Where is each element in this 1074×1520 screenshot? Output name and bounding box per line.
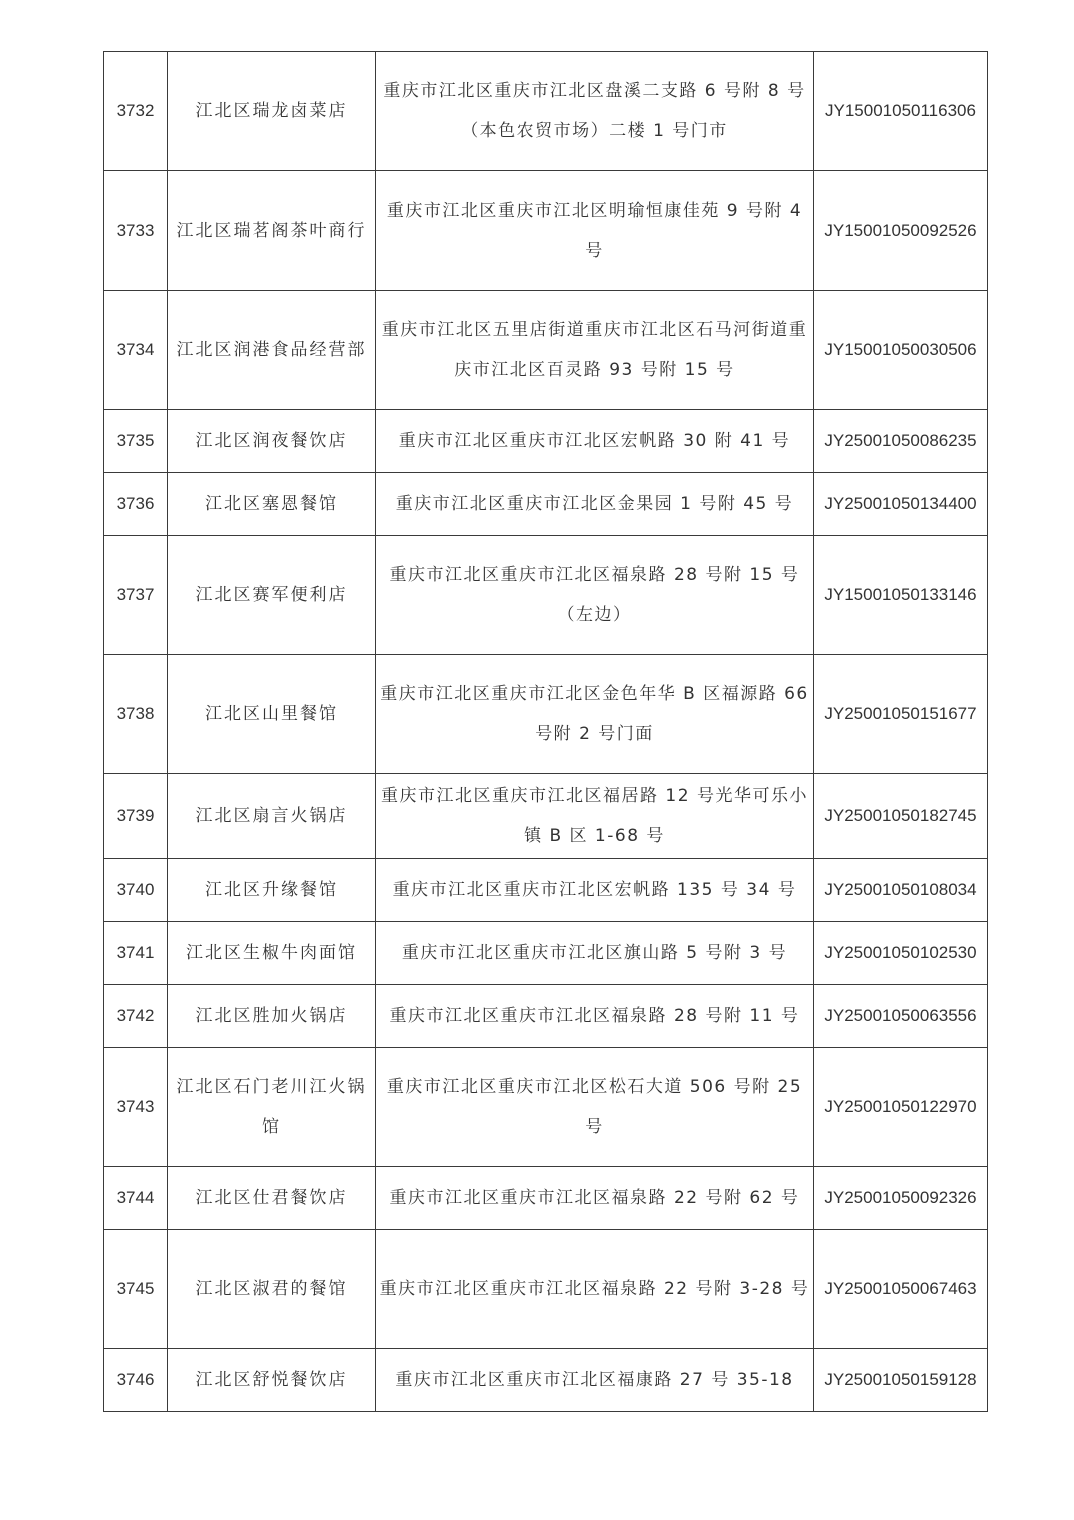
- table-row: [104, 171, 988, 291]
- license-number: JY15001050116306: [814, 52, 988, 171]
- row-number: 3733: [104, 171, 168, 291]
- license-number: JY25001050134400: [814, 473, 988, 536]
- license-number: JY25001050122970: [814, 1048, 988, 1167]
- row-number: 3746: [104, 1349, 168, 1412]
- row-number: 3743: [104, 1048, 168, 1167]
- business-name: 江北区润港食品经营部: [168, 291, 376, 410]
- table-row: [104, 774, 988, 859]
- business-name: 江北区升缘餐馆: [168, 859, 376, 922]
- license-number: JY25001050102530: [814, 922, 988, 985]
- business-name: 江北区赛军便利店: [168, 536, 376, 655]
- row-number: 3742: [104, 985, 168, 1048]
- business-name: 江北区山里餐馆: [168, 655, 376, 774]
- license-number: JY25001050159128: [814, 1349, 988, 1412]
- row-number: 3735: [104, 410, 168, 473]
- business-address: 重庆市江北区重庆市江北区福泉路 28 号附 11 号: [376, 985, 814, 1048]
- business-address: 重庆市江北区重庆市江北区宏帆路 30 附 41 号: [376, 410, 814, 473]
- business-address: 重庆市江北区重庆市江北区福康路 27 号 35-18: [376, 1349, 814, 1412]
- table-row: [104, 1349, 988, 1412]
- business-name: 江北区石门老川江火锅馆: [168, 1048, 376, 1167]
- license-table: [103, 51, 988, 1412]
- license-number: JY15001050133146: [814, 536, 988, 655]
- row-number: 3741: [104, 922, 168, 985]
- row-number: 3737: [104, 536, 168, 655]
- business-name: 江北区塞恩餐馆: [168, 473, 376, 536]
- business-address: 重庆市江北区重庆市江北区金果园 1 号附 45 号: [376, 473, 814, 536]
- business-address: 重庆市江北区重庆市江北区福居路 12 号光华可乐小镇 B 区 1-68 号: [376, 774, 814, 859]
- license-number: JY25001050067463: [814, 1230, 988, 1349]
- row-number: 3739: [104, 774, 168, 859]
- table-row: [104, 655, 988, 774]
- business-name: 江北区润夜餐饮店: [168, 410, 376, 473]
- table-row: [104, 1167, 988, 1230]
- row-number: 3738: [104, 655, 168, 774]
- row-number: 3732: [104, 52, 168, 171]
- business-name: 江北区淑君的餐馆: [168, 1230, 376, 1349]
- business-name: 江北区生椒牛肉面馆: [168, 922, 376, 985]
- business-name: 江北区仕君餐饮店: [168, 1167, 376, 1230]
- row-number: 3736: [104, 473, 168, 536]
- business-address: 重庆市江北区重庆市江北区旗山路 5 号附 3 号: [376, 922, 814, 985]
- business-address: 重庆市江北区重庆市江北区福泉路 22 号附 3-28 号: [376, 1230, 814, 1349]
- license-number: JY25001050182745: [814, 774, 988, 859]
- license-number: JY15001050030506: [814, 291, 988, 410]
- license-number: JY25001050092326: [814, 1167, 988, 1230]
- business-address: 重庆市江北区重庆市江北区金色年华 B 区福源路 66 号附 2 号门面: [376, 655, 814, 774]
- business-address: 重庆市江北区重庆市江北区宏帆路 135 号 34 号: [376, 859, 814, 922]
- business-address: 重庆市江北区重庆市江北区福泉路 22 号附 62 号: [376, 1167, 814, 1230]
- business-address: 重庆市江北区重庆市江北区福泉路 28 号附 15 号（左边）: [376, 536, 814, 655]
- table-row: [104, 1230, 988, 1349]
- row-number: 3734: [104, 291, 168, 410]
- license-number: JY25001050063556: [814, 985, 988, 1048]
- business-name: 江北区瑞龙卤菜店: [168, 52, 376, 171]
- license-number: JY25001050151677: [814, 655, 988, 774]
- row-number: 3740: [104, 859, 168, 922]
- business-address: 重庆市江北区重庆市江北区明瑜恒康佳苑 9 号附 4 号: [376, 171, 814, 291]
- table-row: [104, 536, 988, 655]
- table-row: [104, 52, 988, 171]
- license-number: JY25001050086235: [814, 410, 988, 473]
- row-number: 3745: [104, 1230, 168, 1349]
- business-name: 江北区舒悦餐饮店: [168, 1349, 376, 1412]
- business-name: 江北区扇言火锅店: [168, 774, 376, 859]
- table-row: [104, 985, 988, 1048]
- table-row: [104, 859, 988, 922]
- table-row: [104, 291, 988, 410]
- table-row: [104, 473, 988, 536]
- license-number: JY15001050092526: [814, 171, 988, 291]
- business-name: 江北区瑞茗阁茶叶商行: [168, 171, 376, 291]
- table-row: [104, 410, 988, 473]
- license-number: JY25001050108034: [814, 859, 988, 922]
- business-address: 重庆市江北区重庆市江北区盘溪二支路 6 号附 8 号（本色农贸市场）二楼 1 号门市: [376, 52, 814, 171]
- row-number: 3744: [104, 1167, 168, 1230]
- table-row: [104, 1048, 988, 1167]
- business-address: 重庆市江北区重庆市江北区松石大道 506 号附 25 号: [376, 1048, 814, 1167]
- business-name: 江北区胜加火锅店: [168, 985, 376, 1048]
- business-address: 重庆市江北区五里店街道重庆市江北区石马河街道重庆市江北区百灵路 93 号附 15 号: [376, 291, 814, 410]
- table-row: [104, 922, 988, 985]
